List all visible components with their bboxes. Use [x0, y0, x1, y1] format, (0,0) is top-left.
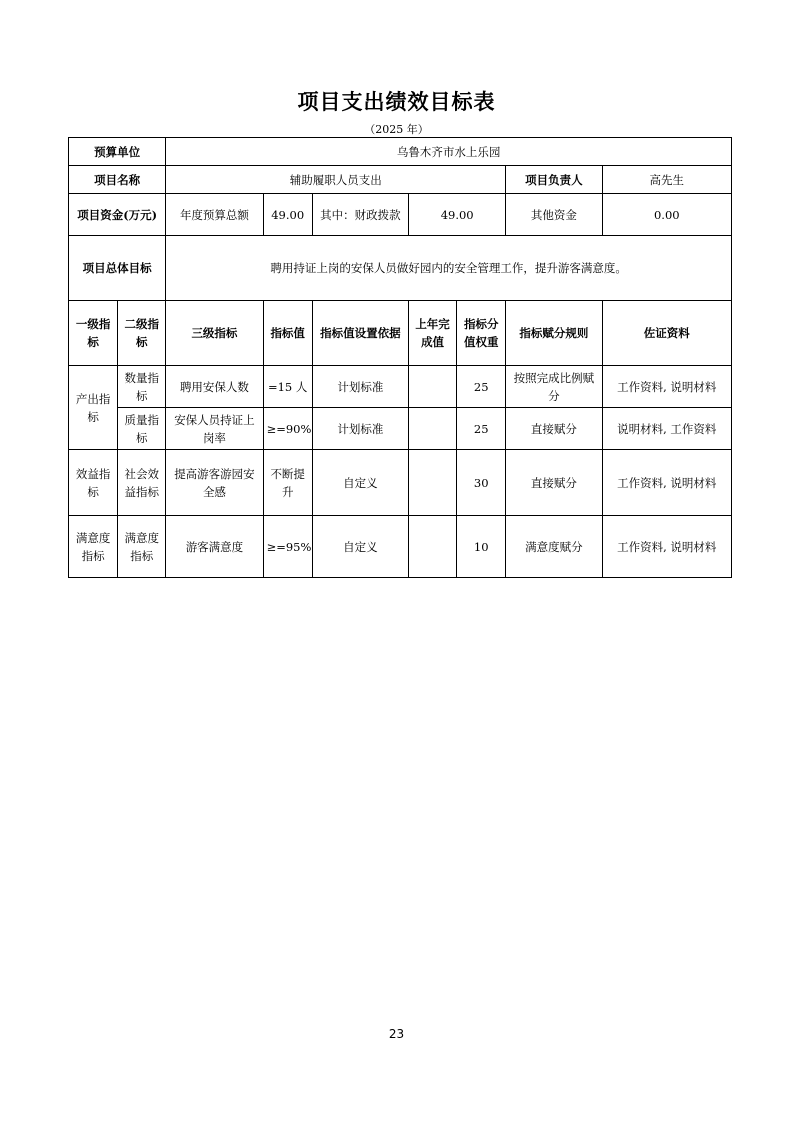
basis-cell: 自定义 [312, 450, 408, 516]
header-value: 指标值 [263, 301, 312, 366]
last-year-cell [409, 450, 457, 516]
level2-cell: 质量指标 [118, 408, 166, 450]
rule-cell: 直接赋分 [506, 408, 602, 450]
header-weight: 指标分值权重 [457, 301, 506, 366]
level2-cell: 满意度指标 [118, 516, 166, 578]
level2-cell: 数量指标 [118, 366, 166, 408]
evidence-cell: 工作资料, 说明材料 [602, 450, 731, 516]
rule-cell: 满意度赋分 [506, 516, 602, 578]
fiscal-allocation-label: 其中：财政拨款 [312, 194, 408, 236]
performance-target-table [68, 137, 732, 578]
level3-cell: 提高游客游园安全感 [166, 450, 263, 516]
header-level1: 一级指标 [69, 301, 118, 366]
level3-cell: 聘用安保人数 [166, 366, 263, 408]
table-row [69, 408, 732, 450]
table-row [69, 450, 732, 516]
rule-cell: 直接赋分 [506, 450, 602, 516]
weight-cell: 25 [457, 408, 506, 450]
basis-cell: 计划标准 [312, 408, 408, 450]
last-year-cell [409, 516, 457, 578]
weight-cell: 30 [457, 450, 506, 516]
level1-cell: 产出指标 [69, 366, 118, 450]
project-leader-label: 项目负责人 [506, 166, 602, 194]
project-name-value: 辅助履职人员支出 [166, 166, 506, 194]
evidence-cell: 说明材料, 工作资料 [602, 408, 731, 450]
header-rule: 指标赋分规则 [506, 301, 602, 366]
level1-cell: 满意度指标 [69, 516, 118, 578]
page-title: 项目支出绩效目标表 [297, 90, 496, 114]
overall-goal-label: 项目总体目标 [69, 236, 166, 301]
fiscal-allocation-value: 49.00 [409, 194, 506, 236]
value-cell: 不断提升 [263, 450, 312, 516]
value-cell: =15 人 [263, 366, 312, 408]
annual-budget-value: 49.00 [263, 194, 312, 236]
level3-cell: 游客满意度 [166, 516, 263, 578]
basis-cell: 自定义 [312, 516, 408, 578]
last-year-cell [409, 366, 457, 408]
level2-cell: 社会效益指标 [118, 450, 166, 516]
value-cell: ≥=90% [263, 408, 312, 450]
other-fund-label: 其他资金 [506, 194, 602, 236]
header-last-year: 上年完成值 [409, 301, 457, 366]
last-year-cell [409, 408, 457, 450]
project-leader-value: 高先生 [602, 166, 731, 194]
level3-cell: 安保人员持证上岗率 [166, 408, 263, 450]
evidence-cell: 工作资料, 说明材料 [602, 366, 731, 408]
table-row [69, 516, 732, 578]
header-basis: 指标值设置依据 [312, 301, 408, 366]
rule-cell: 按照完成比例赋分 [506, 366, 602, 408]
table-row [69, 366, 732, 408]
header-level2: 二级指标 [118, 301, 166, 366]
project-name-label: 项目名称 [69, 166, 166, 194]
project-fund-label: 项目资金(万元) [69, 194, 166, 236]
annual-budget-label: 年度预算总额 [166, 194, 263, 236]
basis-cell: 计划标准 [312, 366, 408, 408]
year-label: （2025 年） [364, 123, 429, 136]
header-level3: 三级指标 [166, 301, 263, 366]
other-fund-value: 0.00 [602, 194, 731, 236]
value-cell: ≥=95% [263, 516, 312, 578]
weight-cell: 10 [457, 516, 506, 578]
budget-unit-value: 乌鲁木齐市水上乐园 [166, 138, 732, 166]
weight-cell: 25 [457, 366, 506, 408]
overall-goal-value: 聘用持证上岗的安保人员做好园内的安全管理工作，提升游客满意度。 [166, 236, 732, 301]
evidence-cell: 工作资料, 说明材料 [602, 516, 731, 578]
budget-unit-label: 预算单位 [69, 138, 166, 166]
level1-cell: 效益指标 [69, 450, 118, 516]
header-evidence: 佐证资料 [602, 301, 731, 366]
page-number: 23 [388, 1027, 405, 1041]
